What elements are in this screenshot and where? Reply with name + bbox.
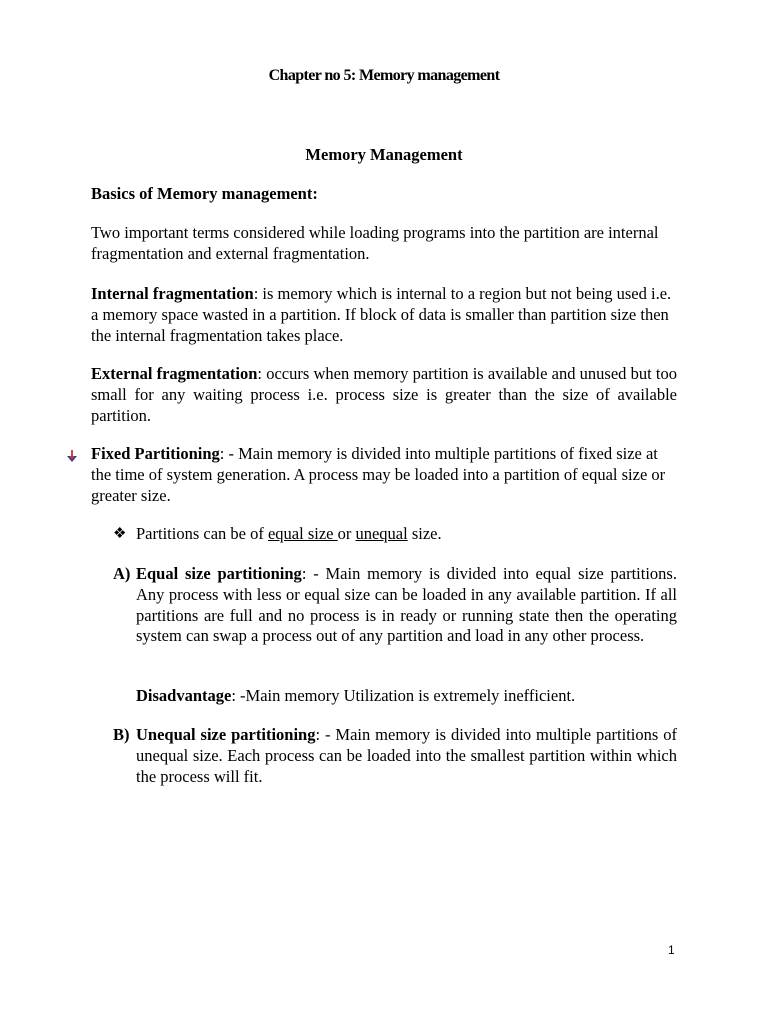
equal-size-partitioning-text: : - Main memory is divided into equal size partitions. Any process with less or equal size can be loaded in any available partition. If all partitions are full and no process is in ready or running state then the operating system can swap a process out of any partition and load in any other process. (136, 564, 677, 646)
disadvantage-paragraph (136, 686, 677, 707)
fixed-partitioning-text: : - Main memory is divided into multiple partitions of fixed size at the time of system generation. A process may be loaded into a partition of equal size or greater size. (91, 444, 666, 505)
partitions-text-before: Partitions can be of (136, 524, 268, 543)
partitions-text-after: size. (407, 524, 442, 543)
partitions-text-mid: or (337, 524, 356, 543)
external-fragmentation-text: : occurs when memory partition is available and unused but too small for any waiting process i.e. process size is greater than the size of available partition. (91, 364, 677, 425)
partitions-paragraph (136, 524, 676, 545)
fixed-partitioning-paragraph (91, 444, 677, 506)
external-fragmentation-term: External fragmentation (91, 364, 258, 383)
internal-fragmentation-text: : is memory which is internal to a region but not being used i.e. a memory space wasted in a partition. If block of data is smaller than partition size then the internal fragmentation takes place. (91, 284, 672, 345)
list-marker-b: B) (113, 725, 130, 744)
basics-heading: Basics of Memory management: (91, 184, 318, 203)
internal-fragmentation-paragraph (91, 284, 677, 346)
disadvantage-text: : -Main memory Utilization is extremely inefficient. (231, 686, 576, 705)
unequal-size-partitioning-text: : - Main memory is divided into multiple partitions of unequal size. Each process can be loaded into the smallest partition within which the process will fit. (136, 725, 677, 786)
down-arrow-bullet-icon (66, 449, 78, 463)
internal-fragmentation-term: Internal fragmentation (91, 284, 254, 303)
disadvantage-term: Disadvantage (136, 686, 232, 705)
main-heading: Memory Management (305, 145, 463, 164)
unequal-underlined: unequal (355, 524, 408, 543)
chapter-title: Chapter no 5: Memory management (268, 67, 500, 84)
external-fragmentation-paragraph (91, 364, 677, 426)
equal-size-underlined: equal size (267, 524, 338, 543)
diamond-bullet-icon: ❖ (113, 526, 127, 542)
equal-size-partitioning-term: Equal size partitioning (136, 564, 302, 583)
unequal-size-partitioning-term: Unequal size partitioning (136, 725, 316, 744)
equal-size-partitioning-paragraph (136, 564, 677, 647)
page-number: 1 (668, 943, 675, 957)
list-marker-a: A) (113, 564, 131, 583)
fixed-partitioning-term: Fixed Partitioning (91, 444, 220, 463)
intro-paragraph: Two important terms considered while loading programs into the partition are internal fragmentation and external fragmentation. (91, 223, 659, 263)
unequal-size-partitioning-paragraph (136, 725, 677, 787)
